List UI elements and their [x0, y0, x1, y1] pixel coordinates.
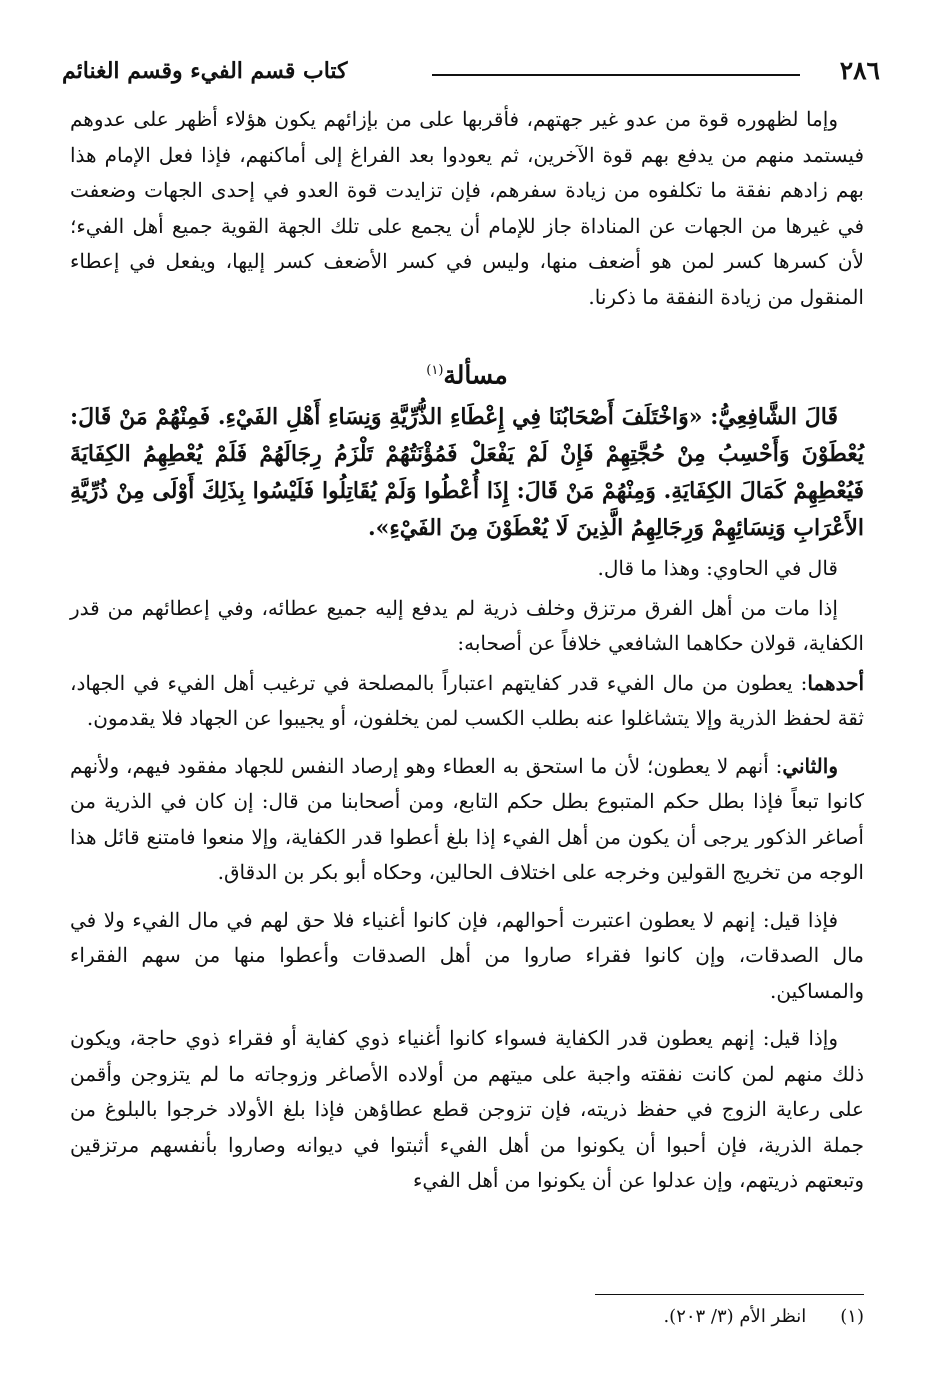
second-opinion-text: : أنهم لا يعطون؛ لأن ما استحق به العطاء وهو إرصاد النفس للجهاد مفقود فيهم، ولأنهم كانوا تبعاً فإذا بطل حكم المتبوع بطل حكم التابع، ومن أصحابنا من قال: إن كان في الذرية من أصاغر الذكور يرجى أن يكون من أهل الفيء إذا بلغ أعطوا قدر الكفاية، وإلا منعوا فامتنع قائل هذا الوجه من تخريج القولين وخرجه على اختلاف الحالين، وحكاه أبو بكر بن الدقاق. [70, 753, 864, 885]
paragraph-if-given: وإذا قيل: إنهم يعطون قدر الكفاية فسواء كانوا أغنياء ذوي كفاية أو فقراء ذوي حاجة، ويكون ذلك منهم لمن كانت نفقته واجبة على ميتهم من أولاده الأصاغر وزوجاته ما لم يتزوجن وأقمن على رعاية الزوج في حفظ ذريته، فإن تزوجن قطع عطاؤهن فإذا بلغ الأولاد خرجوا بالبلوغ من جملة الذرية، فإن أحبوا أن يكونوا من أهل الفيء أثبتوا في ديوانه وصاروا بأنفسهم مرتزقين وتبعتهم ذريتهم، وإن عدلوا عن أن يكونوا من أهل الفيء [70, 1026, 864, 1193]
header-rule [432, 74, 800, 76]
section-heading [70, 353, 864, 393]
page-header [62, 52, 880, 92]
body-text [70, 102, 864, 1199]
paragraph-second-opinion [70, 749, 864, 891]
footnote-text: انظر الأم (٣/ ٢٠٣). [663, 1306, 807, 1327]
running-title: كتاب قسم الفيء وقسم الغنائم [62, 58, 348, 84]
paragraph-first-opinion [70, 666, 864, 737]
first-opinion-text: : يعطون من مال الفيء قدر كفايتهم اعتباراً بالمصلحة في ترغيب أهل الفيء في الجهاد، ثقة لحفظ الذرية وإلا يتشاغلوا عنه بطلب الكسب لمن يخلفون، أو يجيبوا عن الجهاد فلا يقدمون. [70, 670, 864, 731]
footnote [663, 1306, 864, 1327]
first-opinion-lead: أحدهما [807, 670, 864, 695]
footnote-marker: (١) [426, 363, 444, 378]
paragraph-death: إذا مات من أهل الفرق مرتزق وخلف ذرية لم يدفع إليه جميع عطائه، وفي إعطائهم من قدر الكفاية، قولان حكاهما الشافعي خلافاً عن أصحابه: [70, 595, 864, 656]
section-title: مسألة [443, 360, 508, 390]
paragraph-hawi: قال في الحاوي: وهذا ما قال. [597, 556, 838, 581]
page-number: ٢٨٦ [839, 56, 880, 85]
paragraph-if-not-given: فإذا قيل: إنهم لا يعطون اعتبرت أحوالهم، فإن كانوا أغنياء فلا حق لهم في مال الفيء ولا في مال الصدقات، وإن كانوا فقراء صاروا من أهل الصدقات وأعطوا منها من سهم الفقراء والمساكين. [70, 907, 864, 1003]
paragraph-opening: وإما لظهوره قوة من عدو غير جهتهم، فأقربها على من بإزائهم يكون هؤلاء أظهر على عدوهم فيستمد منهم من يدفع بهم قوة الآخرين، ثم يعودوا بعد الفراغ إلى أماكنهم، فإذا فعل الإمام هذا بهم زادهم نفقة ما تكلفوه من زيادة سفرهم، فإن تزايدت قوة العدو في إحدى الجهات وضعفت في غيرها من الجهات عن المناداة جاز للإمام أن يجمع على تلك الجهة القوية جميع أهل الفيء؛ لأن كسرها كسر لمن هو أضعف منها، وليس في كسر الأضعف كسر إليها، ويفعل في إعطاء المنقول من زيادة النفقة ما ذكرنا. [70, 107, 864, 309]
footnote-rule [595, 1294, 864, 1295]
second-opinion-lead: والثاني [782, 753, 838, 778]
footnote-number: (١) [840, 1306, 864, 1327]
shafii-quote: قَالَ الشَّافِعِيُّ: «وَاخْتَلَفَ أَصْحَابُنَا فِي إِعْطَاءِ الذُّرِّيَّةِ وَنِسَاءِ أَهْلِ الفَيْءِ. فَمِنْهُمْ مَنْ قَالَ: يُعْطَوْنَ وَأَحْسِبُ مِنْ حُجَّتِهِمْ فَإِنْ لَمْ يَفْعَلْ فَمُؤْنَتُهُمْ تَلْزَمُ رِجَالَهُمْ فَلَمْ يُعْطِهِمُ الكِفَايَةَ فَيُعْطِهِمْ كَمَالَ الكِفَايَةِ. وَمِنْهُمْ مَنْ قَالَ: إِذَا أُعْطُوا وَلَمْ يُقَاتِلُوا فَلَيْسُوا بِذَلِكَ أَوْلَى مِنْ ذُرِّيَّةِ الأَعْرَابِ وَنِسَائِهِمْ وَرِجَالِهِمُ الَّذِينَ لَا يُعْطَوْنَ مِنَ الفَيْءِ». [70, 404, 864, 542]
